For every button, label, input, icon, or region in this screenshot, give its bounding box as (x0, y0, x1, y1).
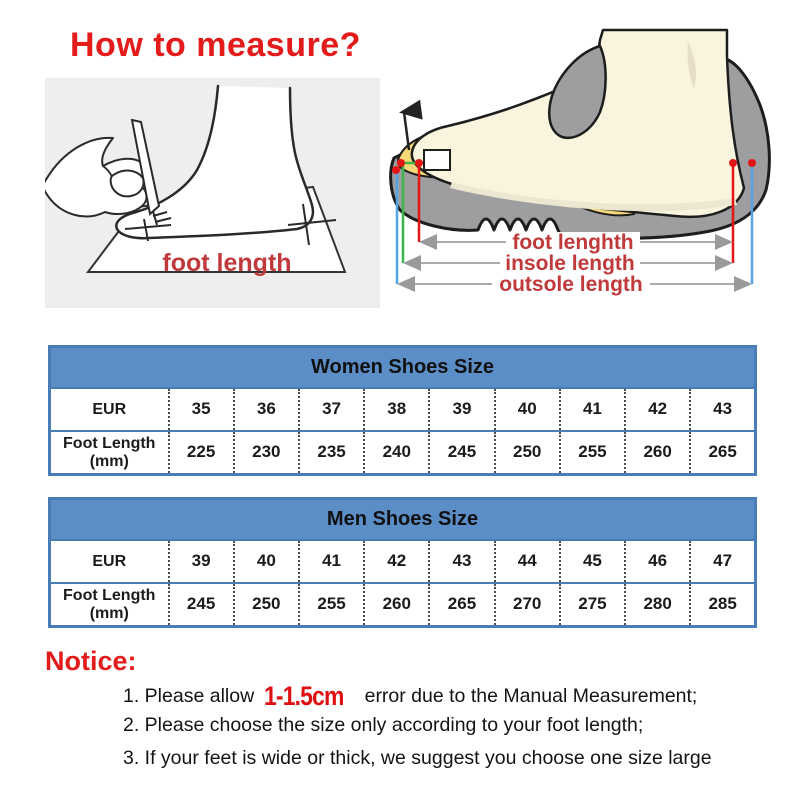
size-cell: 40 (495, 388, 560, 431)
table-row (50, 540, 756, 583)
size-cell: 41 (560, 388, 625, 431)
length-cell: 260 (364, 583, 429, 627)
foot-measuring-drawing (45, 78, 380, 308)
foot-measuring-illustration (45, 78, 380, 308)
foot-length-dim-label: foot lenghth (512, 231, 634, 254)
notice-item-1-suffix: error due to the Manual Measurement; (364, 685, 698, 707)
size-cell: 47 (690, 540, 755, 583)
shoe-cross-section-diagram (388, 0, 800, 310)
size-cell: 39 (429, 388, 494, 431)
length-cell: 230 (234, 431, 299, 475)
thumb-drawing (111, 171, 144, 197)
notice-item-3: 3. If your feet is wide or thick, we suggest you choose one size large (123, 747, 712, 769)
length-cell: 255 (299, 583, 364, 627)
notice-heading: Notice: (45, 646, 137, 676)
size-cell: 45 (560, 540, 625, 583)
size-cell: 44 (495, 540, 560, 583)
size-cell: 42 (364, 540, 429, 583)
row-label-foot-length: Foot Length (mm) (50, 583, 169, 627)
outsole-length-dim-label: outsole length (499, 273, 643, 296)
length-cell: 250 (495, 431, 560, 475)
size-cell: 46 (625, 540, 690, 583)
length-cell: 270 (495, 583, 560, 627)
length-cell: 265 (429, 583, 494, 627)
length-cell: 285 (690, 583, 755, 627)
notice-item-2: 2. Please choose the size only according to your foot length; (123, 714, 644, 736)
table-row (50, 388, 756, 431)
length-cell: 245 (429, 431, 494, 475)
length-cell: 245 (169, 583, 234, 627)
insole-length-dim-label: insole length (505, 252, 635, 275)
row-label-foot-length: Foot Length (mm) (50, 431, 169, 475)
size-cell: 38 (364, 388, 429, 431)
size-cell: 37 (299, 388, 364, 431)
length-cell: 260 (625, 431, 690, 475)
row-label-eur: EUR (92, 400, 127, 418)
notice-item-1-prefix: 1. Please allow (123, 685, 255, 707)
size-cell: 39 (169, 540, 234, 583)
length-cell: 280 (625, 583, 690, 627)
table-row (50, 583, 756, 627)
length-cell: 225 (169, 431, 234, 475)
up-arrow-icon (404, 112, 409, 150)
size-cell: 42 (625, 388, 690, 431)
length-cell: 235 (299, 431, 364, 475)
notice-item-1-highlight: 1-1.5cm (263, 681, 344, 711)
size-cell: 43 (690, 388, 755, 431)
size-cell: 36 (234, 388, 299, 431)
length-cell: 240 (364, 431, 429, 475)
table-row (50, 431, 756, 475)
length-cell: 250 (234, 583, 299, 627)
size-cell: 41 (299, 540, 364, 583)
women-table-title: Women Shoes Size (50, 347, 756, 389)
size-cell: 35 (169, 388, 234, 431)
row-label-eur: EUR (92, 552, 127, 570)
size-cell: 43 (429, 540, 494, 583)
women-size-table (48, 345, 757, 476)
length-cell: 275 (560, 583, 625, 627)
men-size-table (48, 497, 757, 628)
toe-gap-marker (424, 150, 450, 170)
shoe-drawing (388, 0, 800, 310)
notice-item-1 (123, 681, 697, 712)
page-title: How to measure? (70, 26, 361, 64)
foot-length-label: foot length (162, 249, 292, 277)
length-cell: 265 (690, 431, 755, 475)
size-cell: 40 (234, 540, 299, 583)
men-table-title: Men Shoes Size (50, 499, 756, 541)
length-cell: 255 (560, 431, 625, 475)
